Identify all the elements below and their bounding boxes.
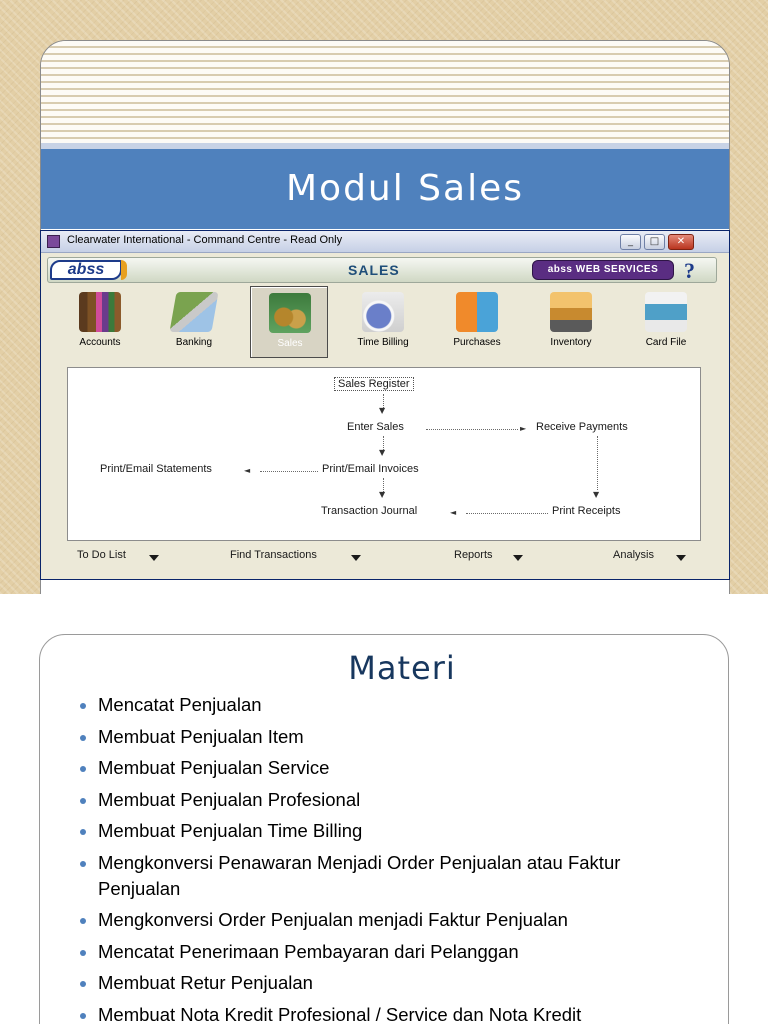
time-billing-icon xyxy=(362,292,404,332)
module-sales[interactable] xyxy=(250,286,328,358)
list-item: Membuat Penjualan Time Billing xyxy=(78,818,698,844)
abss-command-centre-window xyxy=(40,230,730,580)
sales-register-link[interactable]: Sales Register xyxy=(334,377,414,391)
app-icon xyxy=(47,235,60,248)
transaction-journal-link[interactable]: Transaction Journal xyxy=(321,505,418,517)
striped-header-decoration xyxy=(41,41,729,143)
reports-button[interactable]: Reports xyxy=(454,549,493,561)
module-time-billing[interactable] xyxy=(344,286,422,358)
slide-title: Materi xyxy=(348,649,456,687)
arrow-left-icon: ◄ xyxy=(450,508,457,517)
banking-icon xyxy=(169,292,218,332)
module-label: Sales xyxy=(277,338,303,349)
title-bar xyxy=(41,143,729,229)
list-item: Mencatat Penerimaan Pembayaran dari Pelanggan xyxy=(78,939,698,965)
help-icon[interactable]: ? xyxy=(684,258,695,283)
list-item: Mengkonversi Penawaran Menjadi Order Penjualan atau Faktur Penjualan xyxy=(78,850,698,902)
chevron-down-icon[interactable] xyxy=(149,555,159,561)
print-receipts-link[interactable]: Print Receipts xyxy=(552,505,621,517)
flow-connector xyxy=(597,436,598,490)
maximize-button[interactable]: □ xyxy=(644,234,665,250)
print-email-invoices-link[interactable]: Print/Email Invoices xyxy=(322,463,419,475)
enter-sales-link[interactable]: Enter Sales xyxy=(347,421,404,433)
module-label: Inventory xyxy=(550,337,592,348)
module-card-file[interactable] xyxy=(627,286,705,358)
command-bar xyxy=(47,545,717,571)
minimize-button[interactable]: _ xyxy=(620,234,641,250)
chevron-down-icon[interactable] xyxy=(351,555,361,561)
flow-connector xyxy=(260,471,318,472)
module-label: Time Billing xyxy=(357,337,409,348)
to-do-list-button[interactable]: To Do List xyxy=(77,549,126,561)
web-services-button[interactable]: abss WEB SERVICES xyxy=(532,260,674,280)
list-item: Membuat Penjualan Item xyxy=(78,724,698,750)
flow-connector xyxy=(466,513,548,514)
arrow-down-icon: ▼ xyxy=(593,490,600,499)
list-item: Membuat Penjualan Service xyxy=(78,755,698,781)
accounts-icon xyxy=(79,292,121,332)
module-purchases[interactable] xyxy=(438,286,516,358)
module-toolbar xyxy=(47,286,717,362)
arrow-down-icon: ▼ xyxy=(379,448,386,457)
module-banking[interactable] xyxy=(155,286,233,358)
arrow-right-icon: ► xyxy=(520,424,527,433)
module-label: Card File xyxy=(645,337,687,348)
list-item: Membuat Nota Kredit Profesional / Service dan Nota Kredit xyxy=(78,1002,698,1024)
list-item: Membuat Retur Penjualan xyxy=(78,970,698,996)
card-file-icon xyxy=(645,292,687,332)
module-label: Banking xyxy=(175,337,213,348)
sales-flow-panel xyxy=(67,367,701,541)
module-header xyxy=(47,257,717,283)
find-transactions-button[interactable]: Find Transactions xyxy=(230,549,317,561)
module-label: Accounts xyxy=(79,337,121,348)
print-email-statements-link[interactable]: Print/Email Statements xyxy=(100,463,212,475)
module-title: SALES xyxy=(348,262,400,278)
arrow-down-icon: ▼ xyxy=(379,490,386,499)
module-accounts[interactable] xyxy=(61,286,139,358)
module-label: Purchases xyxy=(453,337,501,348)
module-inventory[interactable] xyxy=(532,286,610,358)
receive-payments-link[interactable]: Receive Payments xyxy=(536,421,628,433)
arrow-down-icon: ▼ xyxy=(379,406,386,415)
window-title: Clearwater International - Command Centre - Read Only xyxy=(67,234,343,246)
window-title-bar[interactable] xyxy=(41,231,729,253)
chevron-down-icon[interactable] xyxy=(676,555,686,561)
purchases-icon xyxy=(456,292,498,332)
list-item: Membuat Penjualan Profesional xyxy=(78,787,698,813)
abss-logo: abss xyxy=(50,260,122,280)
arrow-left-icon: ◄ xyxy=(244,466,251,475)
list-item: Mengkonversi Order Penjualan menjadi Faktur Penjualan xyxy=(78,907,698,933)
slide-materi xyxy=(0,594,768,1024)
sales-icon xyxy=(269,293,311,333)
close-button[interactable]: ✕ xyxy=(668,234,694,250)
inventory-icon xyxy=(550,292,592,332)
slide-title: Modul Sales xyxy=(285,168,525,209)
topic-list xyxy=(78,692,698,1024)
chevron-down-icon[interactable] xyxy=(513,555,523,561)
analysis-button[interactable]: Analysis xyxy=(613,549,654,561)
list-item: Mencatat Penjualan xyxy=(78,692,698,718)
flow-connector xyxy=(426,429,518,430)
